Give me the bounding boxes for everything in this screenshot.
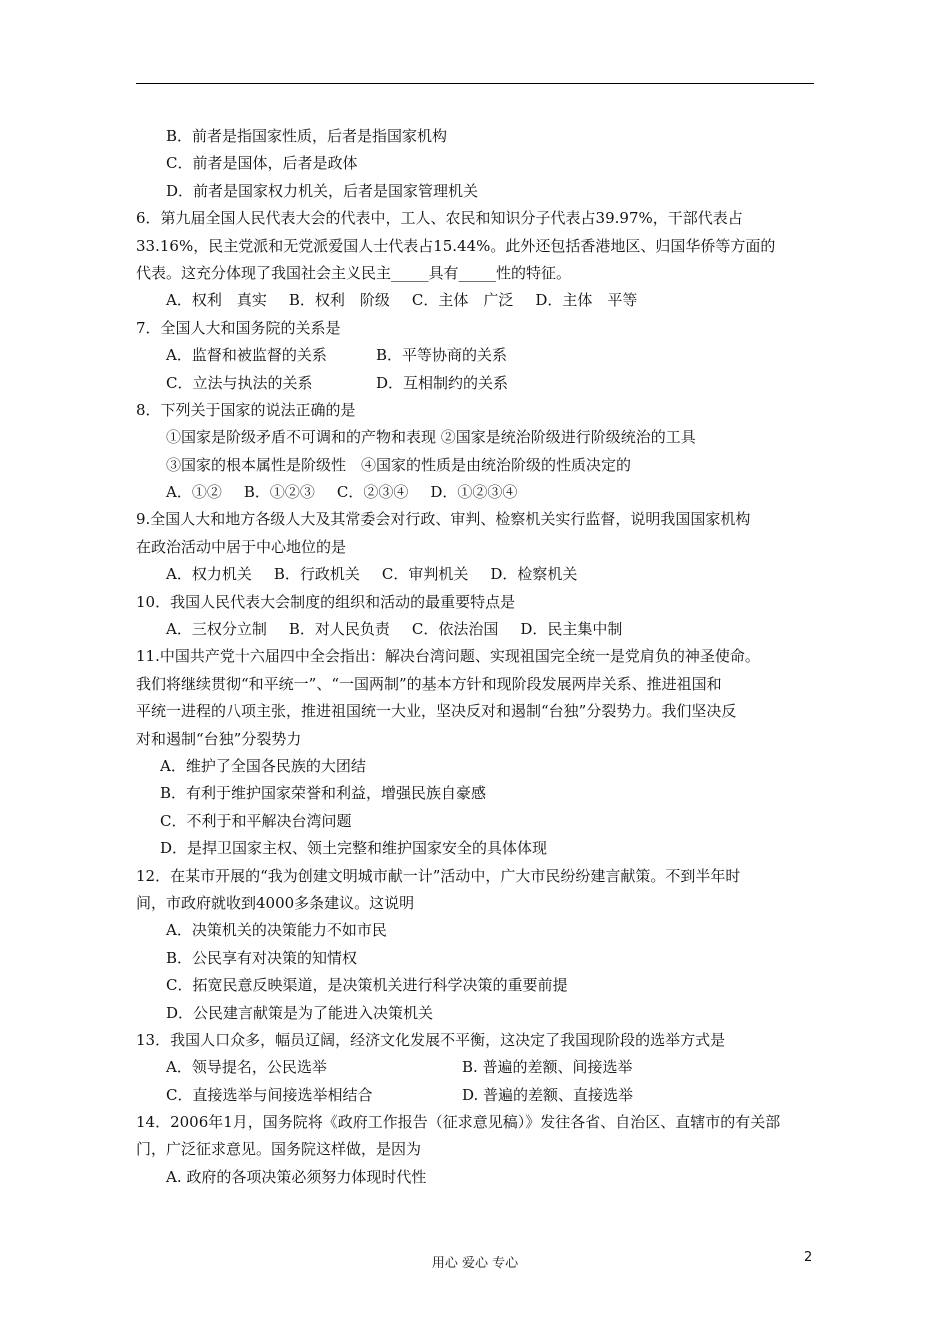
q6-option-c: C．主体 广泛 [411, 291, 514, 310]
q9-options [136, 561, 814, 588]
q9-option-b: B．行政机关 [273, 565, 360, 584]
q10-option-a: A．三权分立制 [166, 620, 267, 639]
q8-option-a: A．①② [166, 483, 222, 502]
q8-statements: ③国家的根本属性是阶级性 ④国家的性质是由统治阶级的性质决定的 [166, 455, 632, 474]
q11-stem-line: 平统一进程的八项主张，推进祖国统一大业，坚决反对和遏制“台独”分裂势力。我们坚决反 [136, 702, 737, 721]
q6-stem-line: 33.16%，民主党派和无党派爱国人士代表占15.44%。此外还包括香港地区、归国华侨等方面的 [136, 236, 776, 255]
q14-option-a: A. 政府的各项决策必须努力体现时代性 [166, 1167, 427, 1186]
q11-stem-line: 对和遏制“台独”分裂势力 [136, 729, 302, 748]
q7-option-c: C．立法与执法的关系 [166, 373, 313, 392]
q9-option-d: D．检察机关 [490, 565, 578, 584]
document-body [136, 123, 814, 1191]
q10-option-b: B．对人民负责 [288, 620, 390, 639]
q5-option-b: B．前者是指国家性质，后者是指国家机构 [166, 127, 448, 145]
q11-option-c: C．不利于和平解决台湾问题 [160, 811, 352, 830]
q12-option-b: B．公民享有对决策的知情权 [166, 948, 358, 967]
q8-option-c: C．②③④ [336, 483, 409, 502]
q9-stem-line: 在政治活动中居于中心地位的是 [136, 537, 347, 556]
q6-options [136, 287, 814, 314]
q6-stem-line: 6．第九届全国人民代表大会的代表中，工人、农民和知识分子代表占39.97%，干部代表占 [136, 209, 743, 228]
q13-option-b: B. 普遍的差额、间接选举 [462, 1058, 633, 1077]
q10-option-c: C．依法治国 [411, 620, 499, 639]
q9-option-a: A．权力机关 [166, 565, 252, 584]
footer-motto: 用心 爱心 专心 [431, 1256, 519, 1271]
q11-stem-line: 11.中国共产党十六届四中全会指出：解决台湾问题、实现祖国完全统一是党肩负的神圣使命。 [136, 647, 760, 666]
q12-option-a: A．决策机关的决策能力不如市民 [166, 921, 387, 940]
page-number: 2 [804, 1250, 813, 1265]
q12-stem-line: 12．在某市开展的“我为创建文明城市献一计”活动中，广大市民纷纷建言献策。不到半年时 [136, 866, 741, 885]
q13-option-d: D. 普遍的差额、直接选举 [462, 1085, 634, 1104]
q8-statements: ①国家是阶级矛盾不可调和的产物和表现 ②国家是统治阶级进行阶级统治的工具 [166, 428, 696, 447]
q7-stem: 7．全国人大和国务院的关系是 [136, 318, 341, 337]
q8-option-d: D．①②③④ [430, 483, 518, 502]
q12-option-d: D．公民建言献策是为了能进入决策机关 [166, 1003, 434, 1022]
q7-option-a: A．监督和被监督的关系 [166, 346, 327, 365]
q8-options [136, 479, 814, 506]
q13-stem: 13．我国人口众多，幅员辽阔，经济文化发展不平衡，这决定了我国现阶段的选举方式是 [136, 1030, 726, 1049]
q13-options-row [136, 1082, 814, 1109]
q10-options [136, 616, 814, 643]
q6-option-d: D．主体 平等 [535, 291, 638, 310]
q6-option-b: B．权利 阶级 [288, 291, 390, 310]
q7-option-b: B．平等协商的关系 [376, 346, 508, 365]
q9-stem-line: 9.全国人大和地方各级人大及其常委会对行政、审判、检察机关实行监督，说明我国国家机构 [136, 510, 751, 529]
q5-option-d: D．前者是国家权力机关，后者是国家管理机关 [166, 181, 479, 200]
q6-stem-line: 代表。这充分体现了我国社会主义民主_____具有_____性的特征。 [136, 263, 572, 282]
q14-stem-line: 门，广泛征求意见。国务院这样做，是因为 [136, 1140, 422, 1159]
q13-option-a: A．领导提名，公民选举 [166, 1058, 327, 1077]
q7-option-d: D．互相制约的关系 [376, 373, 509, 392]
q11-option-b: B．有利于维护国家荣誉和利益，增强民族自豪感 [160, 784, 487, 803]
q11-stem-line: 我们将继续贯彻“和平统一”、“一国两制”的基本方针和现阶段发展两岸关系、推进祖国和 [136, 674, 722, 693]
q10-option-d: D．民主集中制 [520, 620, 623, 639]
q12-option-c: C．拓宽民意反映渠道，是决策机关进行科学决策的重要前提 [166, 976, 568, 995]
q10-stem: 10．我国人民代表大会制度的组织和活动的最重要特点是 [136, 592, 516, 611]
q5-option-c: C．前者是国体，后者是政体 [166, 154, 358, 173]
q7-options-row [136, 342, 814, 369]
q14-stem-line: 14．2006年1月，国务院将《政府工作报告（征求意见稿）》发往各省、自治区、直辖市的有关部 [136, 1113, 781, 1132]
q9-option-c: C．审判机关 [381, 565, 469, 584]
q12-stem-line: 间，市政府就收到4000多条建议。这说明 [136, 893, 415, 912]
q6-option-a: A．权利 真实 [166, 291, 267, 310]
q11-option-a: A．维护了全国各民族的大团结 [160, 756, 366, 775]
q7-options-row [136, 370, 814, 397]
header-rule [136, 83, 814, 84]
q8-option-b: B．①②③ [243, 483, 315, 502]
q11-option-d: D．是捍卫国家主权、领土完整和维护国家安全的具体体现 [160, 839, 548, 858]
q13-options-row [136, 1054, 814, 1081]
q8-stem: 8．下列关于国家的说法正确的是 [136, 400, 356, 419]
q13-option-c: C．直接选举与间接选举相结合 [166, 1085, 373, 1104]
